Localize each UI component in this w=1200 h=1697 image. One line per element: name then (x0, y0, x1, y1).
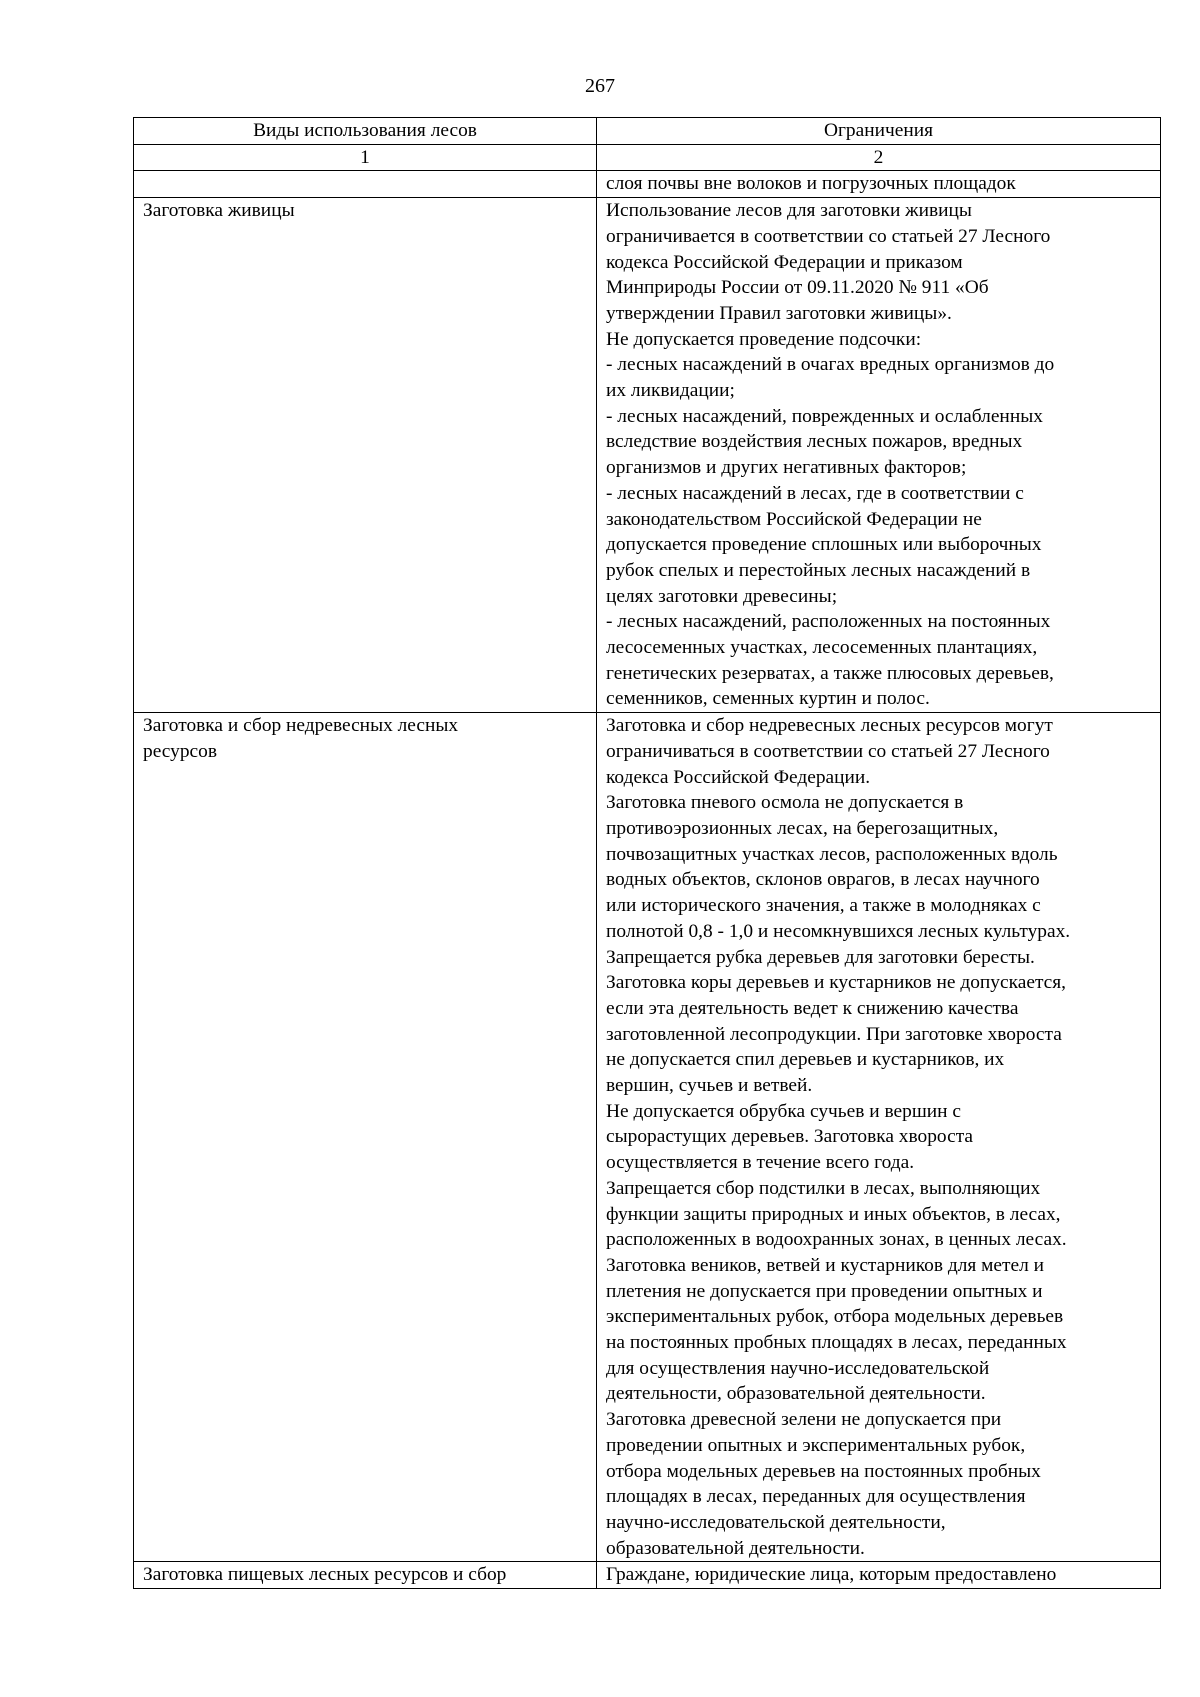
restriction-text-line: вследствие воздействия лесных пожаров, вредных (606, 431, 1023, 453)
header-restrictions: Ограничения (597, 118, 1161, 145)
restriction-text-line: - лесных насаждений в лесах, где в соответствии с (606, 482, 1024, 504)
restriction-text-line: отбора модельных деревьев на постоянных пробных (606, 1460, 1041, 1482)
restrictions-cell (597, 713, 1161, 1562)
restriction-text-line: не допускается спил деревьев и кустарников, их (606, 1049, 1005, 1071)
restriction-text-line: - лесных насаждений, поврежденных и ослабленных (606, 405, 1043, 427)
restriction-text-line: ограничиваться в соответствии со статьей 27 Лесного (606, 740, 1050, 762)
restrictions-table (133, 117, 1161, 1589)
restriction-text-line: генетических резерватах, а также плюсовых деревьев, (606, 662, 1054, 684)
restriction-text-line: законодательством Российской Федерации не (606, 508, 982, 530)
table-row (134, 1562, 1161, 1589)
restriction-text-line: кодекса Российской Федерации. (606, 766, 871, 788)
restriction-text-line: экспериментальных рубок, отбора модельных деревьев (606, 1306, 1064, 1328)
restriction-text-line: семенников, семенных куртин и полос. (606, 688, 930, 710)
forest-use-type-cell (134, 1562, 597, 1589)
restriction-text-line: Заготовка и сбор недревесных лесных ресурсов могут (606, 715, 1053, 737)
restriction-text-line: допускается проведение сплошных или выборочных (606, 534, 1042, 556)
table-row (134, 171, 1161, 198)
restriction-text-line: Заготовка древесной зелени не допускается при (606, 1409, 1002, 1431)
restriction-text-line: - лесных насаждений в очагах вредных организмов до (606, 354, 1055, 376)
restriction-text-line: Граждане, юридические лица, которым предоставлено (606, 1564, 1057, 1586)
restriction-text-line: деятельности, образовательной деятельности. (606, 1383, 986, 1405)
column-number-1: 1 (134, 144, 597, 171)
restriction-text-line: целях заготовки древесины; (606, 585, 838, 607)
restriction-text-line: научно-исследовательской деятельности, (606, 1511, 946, 1533)
restriction-text-line: Запрещается рубка деревьев для заготовки бересты. (606, 946, 1035, 968)
restrictions-cell (597, 171, 1161, 198)
forest-use-type-line: Заготовка и сбор недревесных лесных (143, 715, 459, 737)
restriction-text-line: кодекса Российской Федерации и приказом (606, 251, 963, 273)
restriction-text-line: сырорастущих деревьев. Заготовка хвороста (606, 1126, 974, 1148)
restriction-text-line: функции защиты природных и иных объектов, в лесах, (606, 1203, 1061, 1225)
table-header-row (134, 118, 1161, 145)
forest-use-type-cell (134, 198, 597, 713)
restriction-text-line: водных объектов, склонов оврагов, в лесах научного (606, 869, 1040, 891)
restriction-text-line: если эта деятельность ведет к снижению качества (606, 997, 1019, 1019)
restriction-text-line: Запрещается сбор подстилки в лесах, выполняющих (606, 1177, 1041, 1199)
restriction-text-line: Использование лесов для заготовки живицы (606, 200, 972, 222)
restriction-text-line: Минприроды России от 09.11.2020 № 911 «Об (606, 277, 989, 299)
restrictions-cell (597, 198, 1161, 713)
restrictions-cell (597, 1562, 1161, 1589)
forest-use-type-cell (134, 171, 597, 198)
restriction-text-line: заготовленной лесопродукции. При заготовке хвороста (606, 1023, 1062, 1045)
restriction-text-line: почвозащитных участках лесов, расположенных вдоль (606, 843, 1058, 865)
restriction-text-line: вершин, сучьев и ветвей. (606, 1075, 813, 1097)
restriction-text-line: для осуществления научно-исследовательской (606, 1357, 990, 1379)
restriction-text-line: их ликвидации; (606, 380, 735, 402)
restriction-text-line: Заготовка пневого осмола не допускается в (606, 792, 964, 814)
restriction-text-line: ограничивается в соответствии со статьей 27 Лесного (606, 225, 1051, 247)
restriction-text-line: рубок спелых и перестойных лесных насаждений в (606, 559, 1031, 581)
restriction-text-line: образовательной деятельности. (606, 1537, 865, 1559)
restriction-text-line: проведении опытных и экспериментальных рубок, (606, 1434, 1026, 1456)
restriction-text-line: полнотой 0,8 - 1,0 и несомкнувшихся лесных культурах. (606, 920, 1071, 942)
forest-use-type-line: Заготовка пищевых лесных ресурсов и сбор (143, 1564, 507, 1586)
column-number-row (134, 144, 1161, 171)
restriction-text-line: осуществляется в течение всего года. (606, 1152, 915, 1174)
restriction-text-line: расположенных в водоохранных зонах, в ценных лесах. (606, 1229, 1067, 1251)
restriction-text-line: площадях в лесах, переданных для осуществления (606, 1486, 1026, 1508)
restriction-text-line: Не допускается обрубка сучьев и вершин с (606, 1100, 961, 1122)
restriction-text-line: - лесных насаждений, расположенных на постоянных (606, 611, 1051, 633)
restriction-text-line: организмов и других негативных факторов; (606, 457, 967, 479)
restriction-text-line: Заготовка коры деревьев и кустарников не допускается, (606, 972, 1067, 994)
forest-use-type-line: ресурсов (143, 740, 217, 762)
table-row (134, 713, 1161, 1562)
table-row (134, 198, 1161, 713)
page-number: 267 (585, 75, 615, 97)
forest-use-type-cell (134, 713, 597, 1562)
restriction-text-line: Заготовка веников, ветвей и кустарников для метел и (606, 1254, 1045, 1276)
restriction-text-line: противоэрозионных лесах, на берегозащитных, (606, 817, 999, 839)
restriction-text-line: слоя почвы вне волоков и погрузочных площадок (606, 173, 1016, 195)
restriction-text-line: Не допускается проведение подсочки: (606, 328, 922, 350)
restriction-text-line: плетения не допускается при проведении опытных и (606, 1280, 1043, 1302)
forest-use-type-line: Заготовка живицы (143, 200, 295, 222)
column-number-2: 2 (597, 144, 1161, 171)
restriction-text-line: утверждении Правил заготовки живицы». (606, 302, 952, 324)
header-forest-use-types: Виды использования лесов (134, 118, 597, 145)
restriction-text-line: или исторического значения, а также в молодняках с (606, 895, 1041, 917)
restriction-text-line: лесосеменных участках, лесосеменных плантациях, (606, 637, 1038, 659)
restriction-text-line: на постоянных пробных площадях в лесах, переданных (606, 1332, 1067, 1354)
